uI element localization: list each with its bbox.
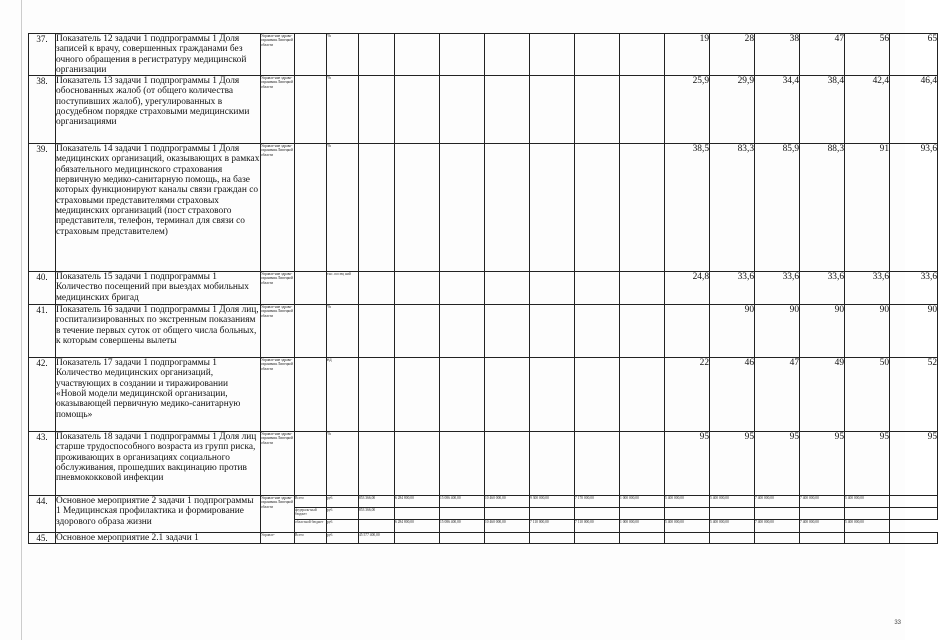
row-name: Показатель 12 задачи 1 подпрограммы 1 Доля записей к врачу, совершенных гражданами без очного обращения в регистратуру медицинской организации xyxy=(56,34,261,76)
value-cell: 38,4 xyxy=(800,76,845,144)
money-cell: 7 400 000,00 xyxy=(800,496,845,508)
value-cell: 93,6 xyxy=(890,144,938,272)
value-cell: 49 xyxy=(800,358,845,432)
value-cell xyxy=(665,305,710,358)
value-cell: 38,5 xyxy=(665,144,710,272)
value-cell: 38 xyxy=(755,34,800,76)
money-cell: 7 400 000,00 xyxy=(800,520,845,533)
row-organization: Управле-ние здраво-охранения Липецкой области xyxy=(261,358,295,432)
money-cell: 6 284 800,00 xyxy=(395,496,440,508)
page-mark: 33 xyxy=(894,620,901,626)
funding-source: областной бюджет xyxy=(295,520,327,533)
row-unit: тыс. посещ ний xyxy=(327,272,359,305)
value-cell: 91 xyxy=(845,144,890,272)
value-cell: 95 xyxy=(710,432,755,496)
row-unit: ед xyxy=(327,358,359,432)
money-cell: 10 460 000,00 xyxy=(485,496,530,508)
row-organization: Управле- xyxy=(261,533,295,544)
value-cell: 95 xyxy=(800,432,845,496)
row-organization: Управле-ние здраво-охранения Липецкой области xyxy=(261,144,295,272)
value-cell: 47 xyxy=(755,358,800,432)
value-cell: 90 xyxy=(800,305,845,358)
table-row xyxy=(29,533,938,544)
table-row xyxy=(29,144,938,272)
row-name: Показатель 15 задачи 1 подпрограммы 1 Количество посещений при выездах мобильных медицинских бригад xyxy=(56,272,261,305)
funding-source: Всего xyxy=(295,533,327,544)
value-cell: 33,6 xyxy=(755,272,800,305)
table-row xyxy=(29,34,938,76)
table-row xyxy=(29,76,938,144)
value-cell: 65 xyxy=(890,34,938,76)
row-name: Основное мероприятие 2 задачи 1 подпрограммы 1 Медицинская профилактика и формирование здорового образа жизни xyxy=(56,496,261,533)
value-cell: 90 xyxy=(890,305,938,358)
value-cell: 25,9 xyxy=(665,76,710,144)
row-number: 43. xyxy=(29,432,56,496)
money-cell: 7 110 000,00 xyxy=(530,520,575,533)
row-name: Основное мероприятие 2.1 задачи 1 xyxy=(56,533,261,544)
money-cell: 853 366,00 xyxy=(359,496,395,508)
row-unit: руб. xyxy=(327,533,359,544)
value-cell: 52 xyxy=(890,358,938,432)
value-cell: 28 xyxy=(710,34,755,76)
value-cell: 50 xyxy=(845,358,890,432)
row-number: 40. xyxy=(29,272,56,305)
value-cell: 22 xyxy=(665,358,710,432)
money-cell: 6 284 800,00 xyxy=(395,520,440,533)
funding-source: Всего xyxy=(295,496,327,508)
value-cell: 95 xyxy=(890,432,938,496)
value-cell: 33,6 xyxy=(845,272,890,305)
value-cell: 46 xyxy=(710,358,755,432)
value-cell: 33,6 xyxy=(800,272,845,305)
value-cell: 19 xyxy=(665,34,710,76)
value-cell: 95 xyxy=(845,432,890,496)
row-number: 37. xyxy=(29,34,56,76)
value-cell: 90 xyxy=(755,305,800,358)
money-cell: 5 400 000,00 xyxy=(665,520,710,533)
money-cell: 9 300 000,00 xyxy=(530,496,575,508)
row-number: 42. xyxy=(29,358,56,432)
value-cell: 90 xyxy=(845,305,890,358)
row-number: 41. xyxy=(29,305,56,358)
value-cell: 88,3 xyxy=(800,144,845,272)
value-cell: 33,6 xyxy=(890,272,938,305)
row-name: Показатель 18 задачи 1 подпрограммы 1 Доля лиц старше трудоспособного возраста из групп риска, проживающих в организациях социального обслуживания, прошедших вакцинацию против пневмококковой инфекции xyxy=(56,432,261,496)
row-number: 45. xyxy=(29,533,56,544)
table-row xyxy=(29,272,938,305)
money-cell: 7 110 000,00 xyxy=(575,520,620,533)
row-unit: % xyxy=(327,305,359,358)
row-unit: руб. xyxy=(327,496,359,508)
value-cell: 34,4 xyxy=(755,76,800,144)
table-row xyxy=(29,496,938,508)
money-cell: 5 400 000,00 xyxy=(845,496,890,508)
value-cell: 85,9 xyxy=(755,144,800,272)
value-cell: 90 xyxy=(710,305,755,358)
row-number: 39. xyxy=(29,144,56,272)
indicators-table xyxy=(28,33,938,544)
value-cell: 29,9 xyxy=(710,76,755,144)
money-cell: 1 000 000,00 xyxy=(620,520,665,533)
money-cell: 1 000 000,00 xyxy=(620,496,665,508)
row-unit: % xyxy=(327,34,359,76)
row-organization: Управле-ние здраво-охранения Липецкой области xyxy=(261,305,295,358)
table-row xyxy=(29,432,938,496)
money-cell: 853 366,00 xyxy=(359,508,395,520)
money-cell: 7 400 000,00 xyxy=(755,496,800,508)
table-row xyxy=(29,305,938,358)
row-organization: Управле-ние здраво-охранения Липецкой области xyxy=(261,432,295,496)
row-unit: руб. xyxy=(327,520,359,533)
table-row xyxy=(29,358,938,432)
money-cell: 7 400 000,00 xyxy=(755,520,800,533)
value-cell: 95 xyxy=(755,432,800,496)
row-organization: Управле-ние здраво-охранения Липецкой области xyxy=(261,272,295,305)
row-name: Показатель 13 задачи 1 подпрограммы 1 Доля обоснованных жалоб (от общего количества поступивших жалоб), урегулированных в досудебном порядке страховыми медицинскими организациями xyxy=(56,76,261,144)
value-cell: 42,4 xyxy=(845,76,890,144)
money-cell: 45 577 400,00 xyxy=(359,533,395,544)
row-number: 38. xyxy=(29,76,56,144)
money-cell: 5 400 000,00 xyxy=(710,496,755,508)
value-cell: 33,6 xyxy=(710,272,755,305)
funding-source: федераль-ный бюджет xyxy=(295,508,327,520)
row-name: Показатель 14 задачи 1 подпрограммы 1 Доля медицинских организаций, оказывающих в рамках обязательного медицинского страхования первичную медико-санитарную помощь, на базе которых функционируют каналы связи граждан со страховыми представителями страховых медицинских организаций (пост страхового представителя, телефон, терминал для связи со страховым представителем) xyxy=(56,144,261,272)
row-organization: Управле-ние здраво-охранения Липецкой области xyxy=(261,34,295,76)
value-cell: 46,4 xyxy=(890,76,938,144)
row-organization: Управле-ние здраво-охранения Липецкой области xyxy=(261,76,295,144)
row-unit: % xyxy=(327,432,359,496)
money-cell: 5 400 000,00 xyxy=(710,520,755,533)
row-organization: Управле-ние здраво-охранения Липецкой области xyxy=(261,496,295,533)
scan-edge-line xyxy=(21,0,22,640)
value-cell: 47 xyxy=(800,34,845,76)
money-cell: 15 086 400,00 xyxy=(440,520,485,533)
value-cell: 95 xyxy=(665,432,710,496)
value-cell: 83,3 xyxy=(710,144,755,272)
row-unit: % xyxy=(327,76,359,144)
money-cell: 5 400 000,00 xyxy=(845,520,890,533)
row-unit: % xyxy=(327,144,359,272)
money-cell: 5 400 000,00 xyxy=(665,496,710,508)
money-cell: 10 460 000,00 xyxy=(485,520,530,533)
row-unit: руб. xyxy=(327,508,359,520)
value-cell: 56 xyxy=(845,34,890,76)
row-number: 44. xyxy=(29,496,56,533)
row-name: Показатель 16 задачи 1 подпрограммы 1 Доля лиц, госпитализированных по экстренным показаниям в течение первых суток от общего числа больных, к которым совершены вылеты xyxy=(56,305,261,358)
money-cell: 15 086 400,00 xyxy=(440,496,485,508)
money-cell: 7 170 000,00 xyxy=(575,496,620,508)
value-cell: 24,8 xyxy=(665,272,710,305)
row-name: Показатель 17 задачи 1 подпрограммы 1 Количество медицинских организаций, участвующих в создании и тиражировании «Новой модели медицинской организации, оказывающей первичную медико-санитарную помощь» xyxy=(56,358,261,432)
